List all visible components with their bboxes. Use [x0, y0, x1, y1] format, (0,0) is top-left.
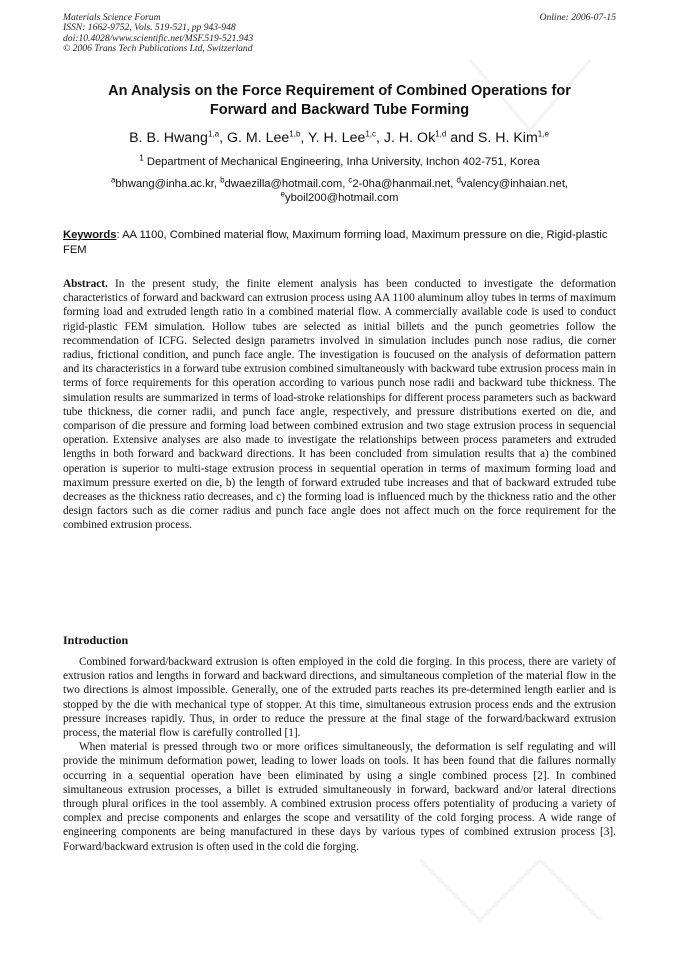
author-sup: 1,c [365, 129, 377, 139]
email-sup: c [348, 175, 353, 185]
author-list [40, 129, 638, 147]
paper-title [63, 82, 616, 120]
doi-line: doi:10.4028/www.scientific.net/MSF.519-521.943 [63, 32, 254, 44]
author-separator: , [300, 130, 309, 146]
introduction-body [63, 655, 616, 854]
author-and: and [446, 130, 478, 146]
email-sup: b [220, 175, 225, 185]
keywords-label: Keywords [63, 229, 117, 241]
author-sup: 1,d [435, 129, 447, 139]
author-sup: 1,e [537, 129, 549, 139]
email-address: 2-0ha@hanmail.net, [352, 178, 457, 190]
title-line-2: Forward and Backward Tube Forming [209, 102, 470, 118]
affiliation-text: Department of Mechanical Engineering, Inha University, Inchon 402-751, Korea [143, 156, 540, 168]
email-list [63, 177, 616, 205]
abstract [63, 277, 616, 533]
author-name: S. H. Kim [477, 130, 538, 146]
email-sup: e [280, 189, 286, 199]
journal-name: Materials Science Forum [63, 12, 161, 23]
author-name: G. M. Lee [226, 130, 290, 146]
author-separator: , [219, 130, 227, 146]
email-sup: a [110, 175, 116, 185]
email-address: dwaezilla@hotmail.com, [224, 178, 349, 190]
email-address: valency@inhaian.net, [460, 178, 569, 190]
abstract-text: In the present study, the finite element analysis has been conducted to investigate the deformation characteristics of forward and backward can extrusion process using AA 1100 aluminum alloy tubes in terms of maximum forming load and extruded length ratio in a combined material flow. A commercially available code is used to conduct rigid-plastic FEM simulation. Hollow tubes are selected as initial billets and the punch geometries follow the recommendation of ICFG. Selected design parametrs involved in simulation includes punch nose radius, die corner radius, frictional condition, and punch face angle. The investigation is foucused on the analysis of deformation pattern and its characteristics in a forward tube extrusion combined simultaneously with backward tube extrusion process main in terms of force requirements for this operation according to various punch nose radii and backward tube thickness. The simulation results are summarized in terms of load-stroke relationships for different process parameters such as backward tube thickness, die corner radii, and punch face angle, respectively, and pressure distributions exerted on die, and comparison of die pressure and forming load between combined extrusion and two stage extrusion process in sequencial operation. Extensive analyses are also made to investigate the relationships between process parameters and extruded lengths in both forward and backward directions. It has been concluded from simulation results that a) the combined operation is superior to multi-stage extrusion process in sequential operation in terms of maximum forming load and maximum pressure exerted on die, b) the length of forward extruded tube increases and that of backward extruded tube decreases as the thickness ratio decreases, and c) the forming load is influenced much by the thickness ratio and the other design factors such as die corner radius and punch face angle does not affect much on the force requirement for the combined extrusion process. [63, 278, 616, 532]
paragraph: When material is pressed through two or more orifices simultaneously, the deformation is self regulating and will provide the minimum deformation power, leading to lower loads on tools. It has been found that die failures normally occurring in a sequential operation have been eliminated by using a single combined process [2]. In combined simultaneous extrusion processes, a billet is extruded simultaneously in forward, backward and/or lateral directions through plural orifices in the tool assembly. A combined extrusion process offers potentiality of producing a variety of complex and precise components and enlarges the scope and versatility of the cold forging process. A wide range of engineering components are being manufactured in these days by various types of combined extrusion process [3]. Forward/backward extrusion is often used in the cold die forging. [63, 741, 616, 853]
email-address: bhwang@inha.ac.kr, [115, 178, 221, 190]
author-sup: 1,b [289, 129, 301, 139]
journal-header [63, 13, 616, 55]
copyright-line: © 2006 Trans Tech Publications Ltd, Switzerland [63, 43, 253, 55]
keywords-text: : AA 1100, Combined material flow, Maximum forming load, Maximum pressure on die, Rigid-plastic FEM [63, 229, 608, 256]
affiliation [63, 155, 616, 169]
keywords [63, 228, 616, 257]
title-line-1: An Analysis on the Force Requirement of Combined Operations for [108, 83, 571, 99]
author-name: J. H. Ok [383, 130, 436, 146]
email-sup: d [456, 175, 461, 185]
author-name: B. B. Hwang [129, 130, 208, 146]
abstract-label: Abstract. [63, 278, 108, 290]
email-address: yboil200@hotmail.com [285, 192, 399, 204]
section-heading-introduction: Introduction [63, 633, 129, 647]
affiliation-sup: 1 [139, 153, 144, 163]
online-date: Online: 2006-07-15 [539, 12, 616, 23]
author-separator: , [376, 130, 384, 146]
author-sup: 1,a [207, 129, 220, 139]
paragraph: Combined forward/backward extrusion is often employed in the cold die forging. In this process, there are variety of extrusion ratios and lengths in forward and backward directions, and simultaneous completion of the material flow in the two directions is almost impossible. Generally, one of the extruded parts reaches its pre-determined length earlier and is stopped by the die with mechanical type of stopper. At this time, simultaneous extrusion process ends and the extrusion pressure increases rapidly. Thus, in order to reduce the pressure at the final stage of the forward/backward extrusion process, the material flow is carefully controlled [1]. [63, 656, 616, 740]
issn-line: ISSN: 1662-9752, Vols. 519-521, pp 943-948 [63, 22, 236, 34]
author-name: Y. H. Lee [308, 130, 366, 146]
